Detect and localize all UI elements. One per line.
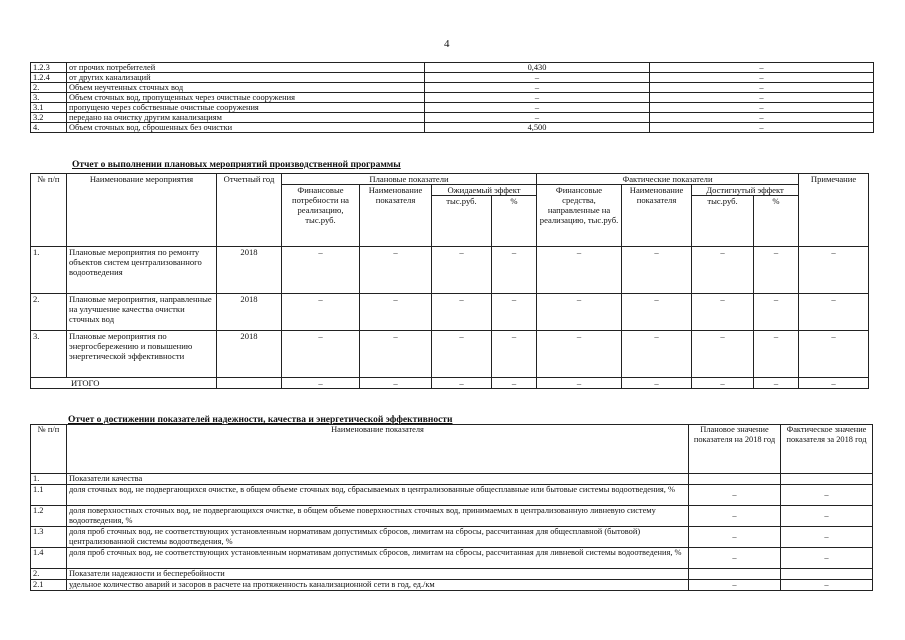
table-row	[31, 63, 874, 73]
row-number: 1.2	[31, 506, 67, 527]
table-row	[31, 83, 874, 93]
total-dash-value: –	[492, 378, 537, 389]
row-dash-value: –	[492, 331, 537, 378]
total-dash-value: –	[432, 378, 492, 389]
total-dash-value: –	[360, 378, 432, 389]
row-number: 2.	[31, 83, 67, 93]
total-label	[31, 378, 217, 389]
row-number: 3.2	[31, 113, 67, 123]
header-plan-indicator: Наименование показателя	[360, 185, 432, 247]
row-number: 3.1	[31, 103, 67, 113]
row-plan-value: –	[689, 485, 781, 506]
header-plan-pct: %	[492, 196, 537, 247]
table-row	[31, 123, 874, 133]
row-plan-value: –	[689, 548, 781, 569]
row-value-2: –	[650, 103, 874, 113]
row-value-2: –	[650, 73, 874, 83]
row-dash-value: –	[432, 331, 492, 378]
row-indicator-name: Показатели надежности и бесперебойности	[67, 569, 689, 580]
sewage-volume-table	[30, 62, 874, 133]
row-number: 1.3	[31, 527, 67, 548]
row-number: 1.2.3	[31, 63, 67, 73]
program-report-title: Отчет о выполнении плановых мероприятий производственной программы	[72, 160, 401, 170]
row-name: от других канализаций	[67, 73, 425, 83]
row-measure-name: Плановые мероприятия по энергосбережению и повышению энергетической эффективности	[67, 331, 217, 378]
row-dash-value: –	[282, 331, 360, 378]
row-value-1: 0,430	[425, 63, 650, 73]
row-dash-value: –	[492, 294, 537, 331]
row-year: 2018	[217, 294, 282, 331]
row-dash-value: –	[360, 331, 432, 378]
row-indicator-name: удельное количество аварий и засоров в расчете на протяженность канализационной сети в год, ед./км	[67, 580, 689, 591]
reliability-indicators-table	[30, 424, 873, 591]
row-dash-value: –	[754, 247, 799, 294]
row-dash-value: –	[799, 331, 869, 378]
table-row	[31, 93, 874, 103]
table-row	[31, 331, 869, 378]
table-row	[31, 580, 873, 591]
row-fact-value: –	[781, 580, 873, 591]
row-fact-value: –	[781, 506, 873, 527]
row-dash-value: –	[692, 294, 754, 331]
row-value-1: –	[425, 93, 650, 103]
header-num: № п/п	[31, 425, 67, 474]
row-fact-value: –	[781, 485, 873, 506]
row-name: пропущено через собственные очистные сооружения	[67, 103, 425, 113]
header-num: № п/п	[31, 174, 67, 247]
row-dash-value: –	[692, 247, 754, 294]
row-dash-value: –	[360, 294, 432, 331]
row-value-2: –	[650, 83, 874, 93]
header-fact-value: Фактическое значение показателя за 2018 год	[781, 425, 873, 474]
row-year: 2018	[217, 247, 282, 294]
row-number: 1.	[31, 474, 67, 485]
row-name: Объем сточных вод, сброшенных без очистки	[67, 123, 425, 133]
row-plan-value: –	[689, 580, 781, 591]
table-row	[31, 103, 874, 113]
total-dash-value: –	[754, 378, 799, 389]
row-fact-value: –	[781, 527, 873, 548]
row-name: Объем неучтенных сточных вод	[67, 83, 425, 93]
total-row	[31, 378, 869, 389]
row-dash-value: –	[537, 247, 622, 294]
row-value-1: –	[425, 83, 650, 93]
total-dash-value: –	[622, 378, 692, 389]
program-measures-table	[30, 173, 869, 389]
total-dash-value: –	[537, 378, 622, 389]
row-year: 2018	[217, 331, 282, 378]
total-dash-value: –	[282, 378, 360, 389]
row-fact-value: –	[781, 548, 873, 569]
row-dash-value: –	[360, 247, 432, 294]
row-name: от прочих потребителей	[67, 63, 425, 73]
row-fact-value	[781, 569, 873, 580]
header-plan-indicators: Плановые показатели	[282, 174, 537, 185]
row-number: 4.	[31, 123, 67, 133]
row-plan-value: –	[689, 527, 781, 548]
header-plan-finance: Финансовые потребности на реализацию, тыс.руб.	[282, 185, 360, 247]
row-value-1: –	[425, 73, 650, 83]
row-number: 1.	[31, 247, 67, 294]
header-note: Примечание	[799, 174, 869, 247]
row-name: Объем сточных вод, пропущенных через очистные сооружения	[67, 93, 425, 103]
row-dash-value: –	[622, 331, 692, 378]
row-dash-value: –	[537, 294, 622, 331]
header-report-year: Отчетный год	[217, 174, 282, 247]
row-dash-value: –	[692, 331, 754, 378]
row-fact-value	[781, 474, 873, 485]
total-text: ИТОГО	[71, 378, 100, 388]
row-measure-name: Плановые мероприятия по ремонту объектов систем централизованного водоотведения	[67, 247, 217, 294]
row-number: 1.2.4	[31, 73, 67, 83]
row-indicator-name: Показатели качества	[67, 474, 689, 485]
table-row	[31, 485, 873, 506]
header-indicator-name: Наименование показателя	[67, 425, 689, 474]
row-dash-value: –	[799, 294, 869, 331]
header-fact-finance: Финансовые средства, направленные на реализацию, тыс.руб.	[537, 185, 622, 247]
header-fact-pct: %	[754, 196, 799, 247]
row-dash-value: –	[622, 294, 692, 331]
row-dash-value: –	[432, 294, 492, 331]
row-value-1: 4,500	[425, 123, 650, 133]
row-plan-value: –	[689, 506, 781, 527]
row-value-2: –	[650, 63, 874, 73]
table-row	[31, 113, 874, 123]
total-dash-value: –	[692, 378, 754, 389]
row-measure-name: Плановые мероприятия, направленные на улучшение качества очистки сточных вод	[67, 294, 217, 331]
row-dash-value: –	[492, 247, 537, 294]
row-plan-value	[689, 474, 781, 485]
total-dash-value: –	[799, 378, 869, 389]
row-dash-value: –	[754, 294, 799, 331]
row-value-2: –	[650, 93, 874, 103]
table-row	[31, 294, 869, 331]
table-row	[31, 247, 869, 294]
total-year-empty	[217, 378, 282, 389]
table-row	[31, 569, 873, 580]
header-achieved-effect: Достигнутый эффект	[692, 185, 799, 196]
row-dash-value: –	[799, 247, 869, 294]
header-measure-name: Наименование мероприятия	[67, 174, 217, 247]
header-fact-rub: тыс.руб.	[692, 196, 754, 247]
table-row	[31, 506, 873, 527]
row-number: 3.	[31, 331, 67, 378]
row-indicator-name: доля сточных вод, не подвергающихся очистке, в общем объеме сточных вод, сбрасываемых в централизованные общесплавные или бытовые системы водоотведения, %	[67, 485, 689, 506]
table-row	[31, 474, 873, 485]
row-number: 2.	[31, 569, 67, 580]
header-plan-value: Плановое значение показателя на 2018 год	[689, 425, 781, 474]
row-dash-value: –	[282, 294, 360, 331]
row-indicator-name: доля проб сточных вод, не соответствующих установленным нормативам допустимых сбросов, лимитам на сбросы, рассчитанная для ливневой системы водоотведения, %	[67, 548, 689, 569]
table-row	[31, 527, 873, 548]
row-number: 1.1	[31, 485, 67, 506]
row-value-1: –	[425, 103, 650, 113]
row-indicator-name: доля поверхностных сточных вод, не подвергающихся очистке, в общем объеме поверхностных сточных вод, принимаемых в централизованную ливневую систему водоотведения, %	[67, 506, 689, 527]
table-row	[31, 548, 873, 569]
header-plan-rub: тыс.руб.	[432, 196, 492, 247]
row-number: 2.	[31, 294, 67, 331]
row-number: 2.1	[31, 580, 67, 591]
row-dash-value: –	[754, 331, 799, 378]
header-fact-indicators: Фактические показатели	[537, 174, 799, 185]
row-dash-value: –	[622, 247, 692, 294]
row-dash-value: –	[432, 247, 492, 294]
row-dash-value: –	[537, 331, 622, 378]
row-number: 3.	[31, 93, 67, 103]
header-fact-indicator: Наименование показателя	[622, 185, 692, 247]
row-value-1: –	[425, 113, 650, 123]
row-dash-value: –	[282, 247, 360, 294]
row-value-2: –	[650, 123, 874, 133]
header-expected-effect: Ожидаемый эффект	[432, 185, 537, 196]
table-row	[31, 73, 874, 83]
row-indicator-name: доля проб сточных вод, не соответствующих установленным нормативам допустимых сбросов, лимитам на сбросы, рассчитанная для общесплавной (бытовой) централизованной системы водоотведения, %	[67, 527, 689, 548]
row-value-2: –	[650, 113, 874, 123]
row-number: 1.4	[31, 548, 67, 569]
page-number: 4	[444, 38, 450, 50]
reliability-report-title: Отчет о достижении показателей надежности, качества и энергетической эффективности	[68, 415, 453, 425]
row-name: передано на очистку другим канализациям	[67, 113, 425, 123]
row-plan-value	[689, 569, 781, 580]
